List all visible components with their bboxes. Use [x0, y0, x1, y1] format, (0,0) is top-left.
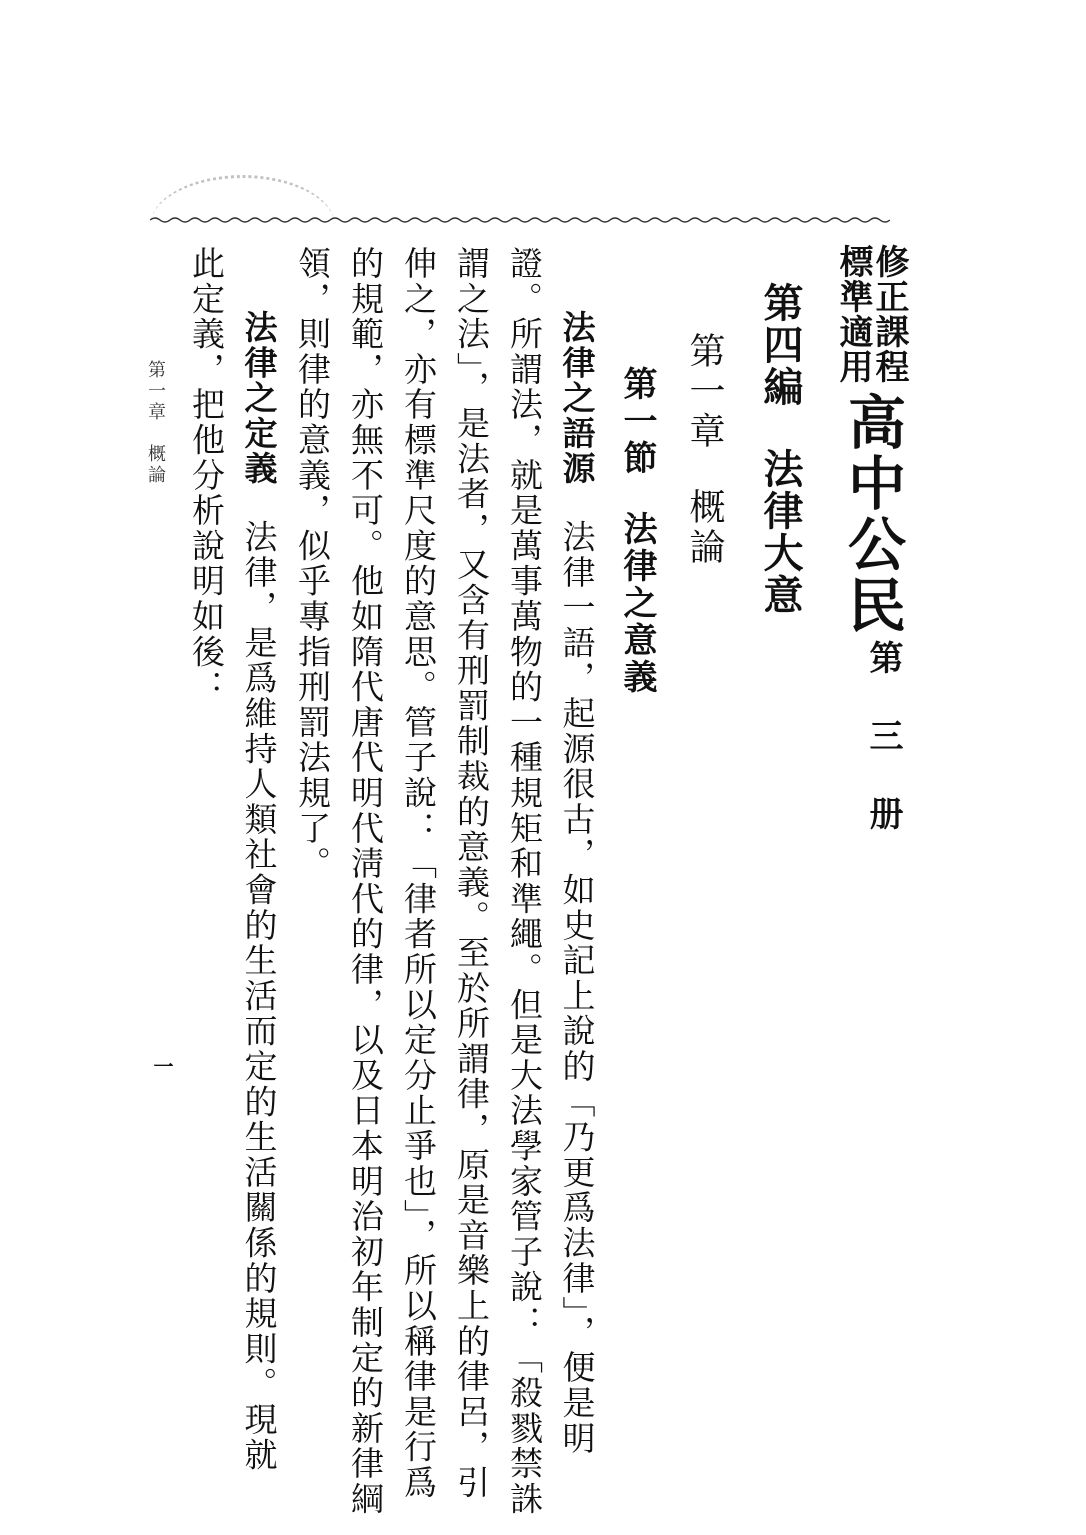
section-title: 法律之意義: [617, 511, 657, 696]
series-line-1: 修正課程: [869, 244, 909, 384]
origin-line-3: 謂之法」，是法者，又含有刑罰制裁的意義。至於所謂律，原是音樂上的律呂，引: [452, 246, 491, 1501]
part-title: 法律大意: [757, 448, 804, 616]
section-heading: [617, 366, 657, 696]
part-heading: [757, 282, 804, 616]
definition-line-2: 此定義，把他分析說明如後：: [187, 246, 226, 705]
origin-line-5: 的規範，亦無不可。他如隋代唐代明代淸代的律，以及日本明治初年制定的新律綱: [346, 246, 385, 1517]
definition-text: 法律，是爲維持人類社會的生活而定的生活關係的規則。現就: [239, 519, 279, 1473]
definition-heading: 法律之定義: [239, 310, 279, 487]
page-number: 一: [150, 1056, 174, 1076]
running-head: 第一章 概論: [145, 360, 166, 486]
section-number: 第一節: [617, 366, 657, 477]
series-line-2: 標準適用: [833, 244, 873, 384]
chapter-number: 第一章: [684, 332, 725, 452]
origin-text: 法律一語，起源很古，如史記上說的「乃更爲法律」，便是明: [557, 519, 597, 1457]
origin-line-1: [557, 310, 597, 1457]
origin-line-4: 伸之，亦有標準尺度的意思。管子說：「律者所以定分止爭也」，所以稱律是行爲: [399, 246, 438, 1501]
definition-line-1: [239, 310, 279, 1473]
origin-heading: 法律之語源: [557, 310, 597, 487]
volume-label: 第 三 册: [863, 640, 903, 832]
book-title: 高中公民: [838, 392, 906, 636]
origin-line-2: 證。所謂法，就是萬事萬物的一種規矩和準繩。但是大法學家管子說：「殺戮禁誅: [505, 246, 544, 1517]
header-divider: [150, 216, 890, 224]
chapter-title: 概論: [684, 488, 725, 568]
origin-line-6: 領，則律的意義，似乎專指刑罰法規了。: [293, 246, 332, 882]
part-number: 第四編: [757, 282, 804, 408]
chapter-heading: [684, 332, 725, 568]
